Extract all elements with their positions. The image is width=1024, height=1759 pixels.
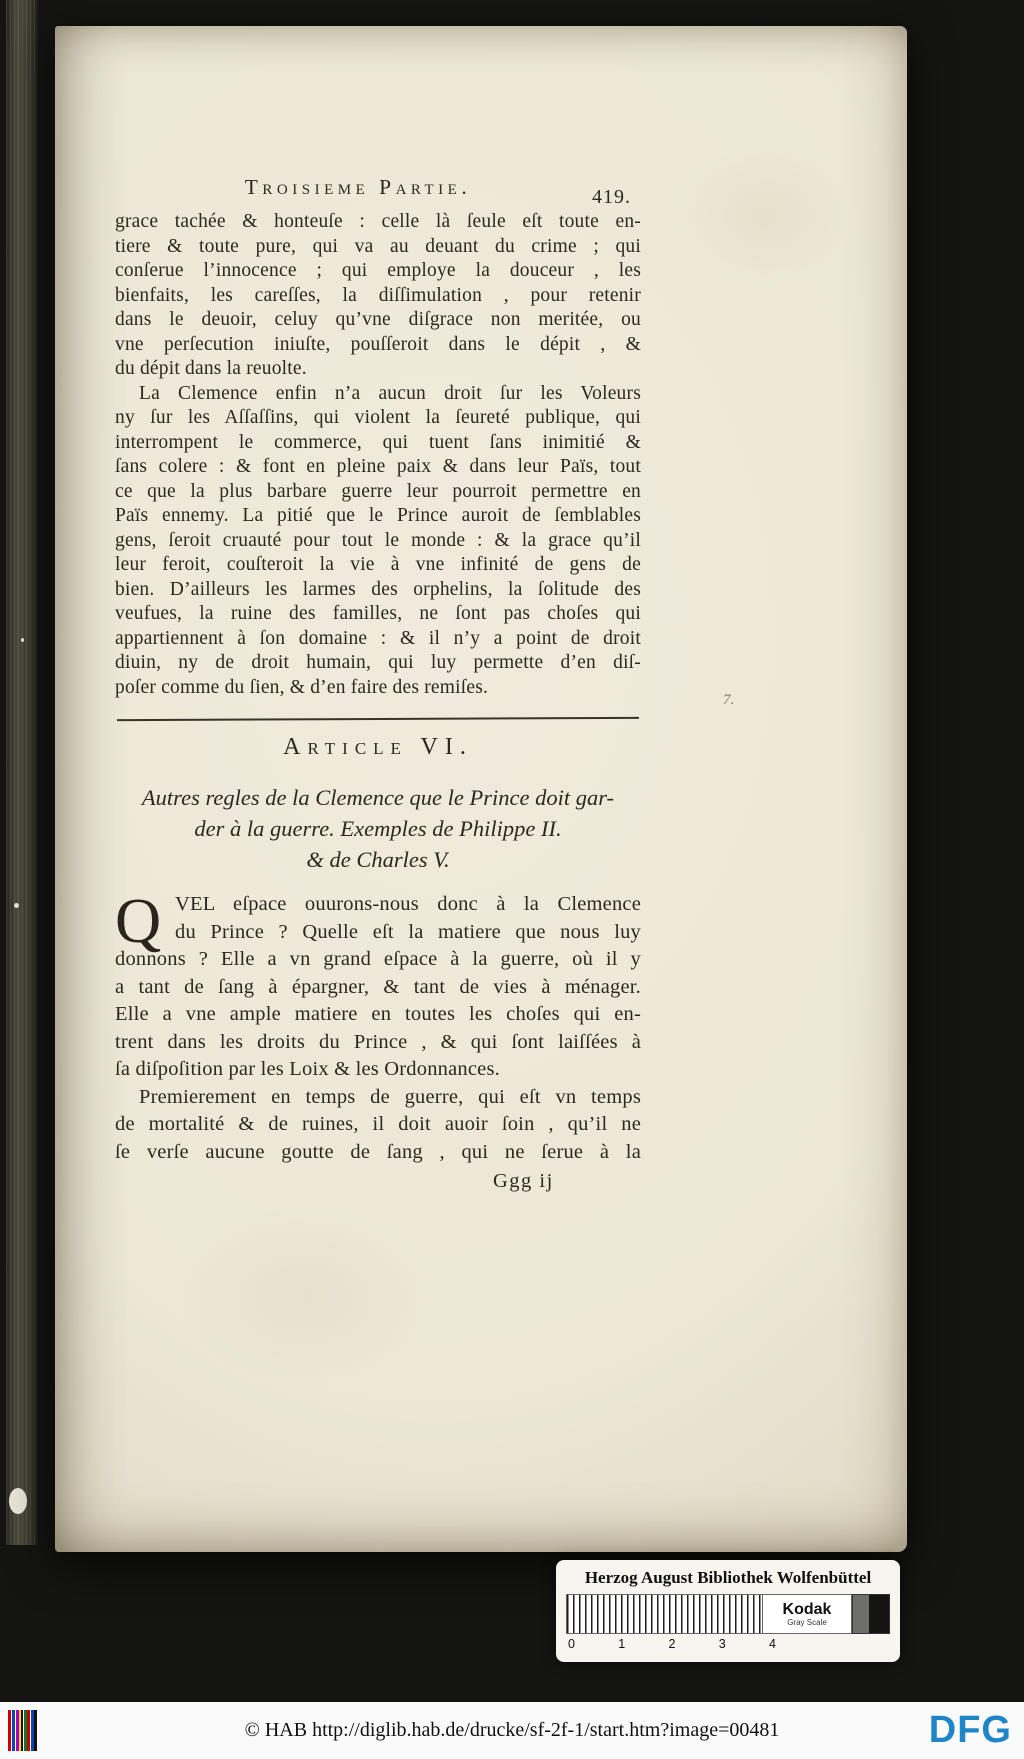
text-line: ſa diſpoſition par les Loix & les Ordonnances.	[115, 1058, 500, 1080]
text-line: La Clemence enfin n’a aucun droit ſur les Voleurs	[139, 382, 641, 404]
gray-scale-number: 4	[769, 1637, 776, 1651]
gray-scale-numbers	[566, 1634, 780, 1651]
text-line: grace tachée & honteuſe : celle là ſeule eſt toute en-	[115, 211, 641, 232]
drop-cap-letter: Q	[115, 885, 162, 956]
text-line: ny ſur les Aſſaſſins, qui violent la ſeureté publique, qui	[115, 407, 641, 428]
gray-scale-label: Gray Scale	[787, 1617, 827, 1627]
text-line: interrompent le commerce, qui tuent ſans inimitié &	[115, 431, 641, 453]
gray-scale-strip	[566, 1594, 890, 1634]
text-line: du dépit dans la reuolte.	[115, 358, 307, 379]
dfg-logo: DFG	[928, 1709, 1012, 1751]
page-number: 419.	[592, 186, 631, 208]
text-line: Elle a vne ample matiere en toutes les choſes qui en-	[115, 1003, 641, 1025]
paper-speck	[9, 1488, 27, 1514]
article-subtitle	[115, 782, 641, 875]
paragraph	[115, 210, 641, 382]
paragraph	[115, 1084, 641, 1167]
text-line: vne perſecution iniuſte, pouſſeroit dans le dépit , &	[115, 333, 641, 355]
text-line: ce que la plus barbare guerre leur pourroit permettre en	[115, 480, 641, 502]
paper-stain	[175, 1206, 435, 1386]
kodak-brand-label: Kodak	[782, 1600, 832, 1618]
footer-bar	[0, 1702, 1024, 1759]
text-line: VEL eſpace ouurons-nous donc à la Clemence	[175, 893, 641, 915]
text-line: donnons ? Elle a vn grand eſpace à la guerre, où il y	[115, 948, 641, 970]
margin-mark: 7.	[723, 692, 735, 708]
kodak-brand-block	[762, 1594, 852, 1634]
text-line: veufues, la ruine des familles, ne ſont pas choſes qui	[115, 603, 641, 624]
text-line: Païs ennemy. La pitié que le Prince auroit de ſemblables	[115, 505, 641, 526]
text-line: leur feroit, couſteroit la vie à vne infinité de gens de	[115, 554, 641, 575]
book-page-edges	[6, 0, 38, 1545]
subtitle-line: der à la guerre. Exemples de Philippe II.	[194, 816, 562, 841]
text-line: bien. D’ailleurs les larmes des orphelins, la ſolitude des	[115, 578, 641, 600]
body-text-lower	[115, 885, 641, 1166]
text-line: trent dans les droits du Prince , & qui ſont laiſſées à	[115, 1030, 641, 1053]
section-divider-rule	[117, 717, 639, 721]
text-line: conſerue l’innocence ; qui employe la douceur , les	[115, 260, 641, 281]
gray-scale-number: 0	[568, 1637, 575, 1651]
copyright-url-text: © HAB http://diglib.hab.de/drucke/sf-2f-1/start.htm?image=00481	[244, 1719, 780, 1741]
paragraph	[115, 382, 641, 701]
text-line: poſer comme du ſien, & d’en faire des remiſes.	[115, 676, 489, 698]
body-text-upper	[115, 210, 641, 700]
text-line: de mortalité & de ruines, il doit auoir ſoin , qu’il ne	[115, 1113, 641, 1135]
text-line: ſans colere : & font en pleine paix & dans leur Païs, tout	[115, 456, 641, 477]
text-line: bienfaits, les careſſes, la diſſimulation , pour retenir	[115, 284, 641, 306]
gray-scale-number: 2	[668, 1637, 676, 1651]
gray-scale-number: 3	[718, 1637, 726, 1651]
gray-scale-patch	[852, 1594, 890, 1634]
page-header	[115, 174, 641, 210]
text-line: appartiennent à ſon domaine : & il n’y a point de droit	[115, 627, 641, 649]
text-line: Premierement en temps de guerre, qui eſt vn temps	[139, 1085, 641, 1108]
text-line: a tant de ſang à épargner, & tant de vies à ménager.	[115, 975, 641, 998]
kodak-gray-scale-card	[556, 1560, 900, 1662]
subtitle-line: Autres regles de la Clemence que le Prince doit gar-	[141, 785, 615, 810]
text-line: diuin, ny de droit humain, qui luy permette d’en diſ-	[115, 652, 641, 673]
library-name-label: Herzog August Bibliothek Wolfenbüttel	[584, 1568, 872, 1587]
gray-scale-number: 1	[618, 1637, 626, 1651]
running-title: Troisieme Partie.	[244, 175, 472, 199]
paper-speck	[14, 903, 19, 908]
book-page	[55, 26, 907, 1552]
catchword-signature: Ggg ij	[493, 1170, 554, 1192]
text-block	[115, 174, 641, 1193]
text-line: ſe verſe aucune goutte de ſang , qui ne ſerue à la	[115, 1140, 641, 1163]
gray-scale-ruler	[566, 1594, 762, 1634]
text-line: dans le deuoir, celuy qu’vne diſgrace non meritée, ou	[115, 309, 641, 330]
color-barcode-icon	[8, 1710, 39, 1751]
article-heading: Article VI.	[283, 734, 473, 760]
text-line: tiere & toute pure, qui va au deuant du crime ; qui	[115, 235, 641, 257]
text-line: gens, ſeroit cruauté pour tout le monde : & la grace qu’il	[115, 529, 641, 551]
paper-speck	[21, 638, 24, 642]
paragraph	[115, 885, 641, 1084]
text-line: du Prince ? Quelle eſt la matiere que nous luy	[175, 920, 641, 943]
subtitle-line: & de Charles V.	[306, 847, 450, 872]
paper-stain	[675, 146, 855, 286]
